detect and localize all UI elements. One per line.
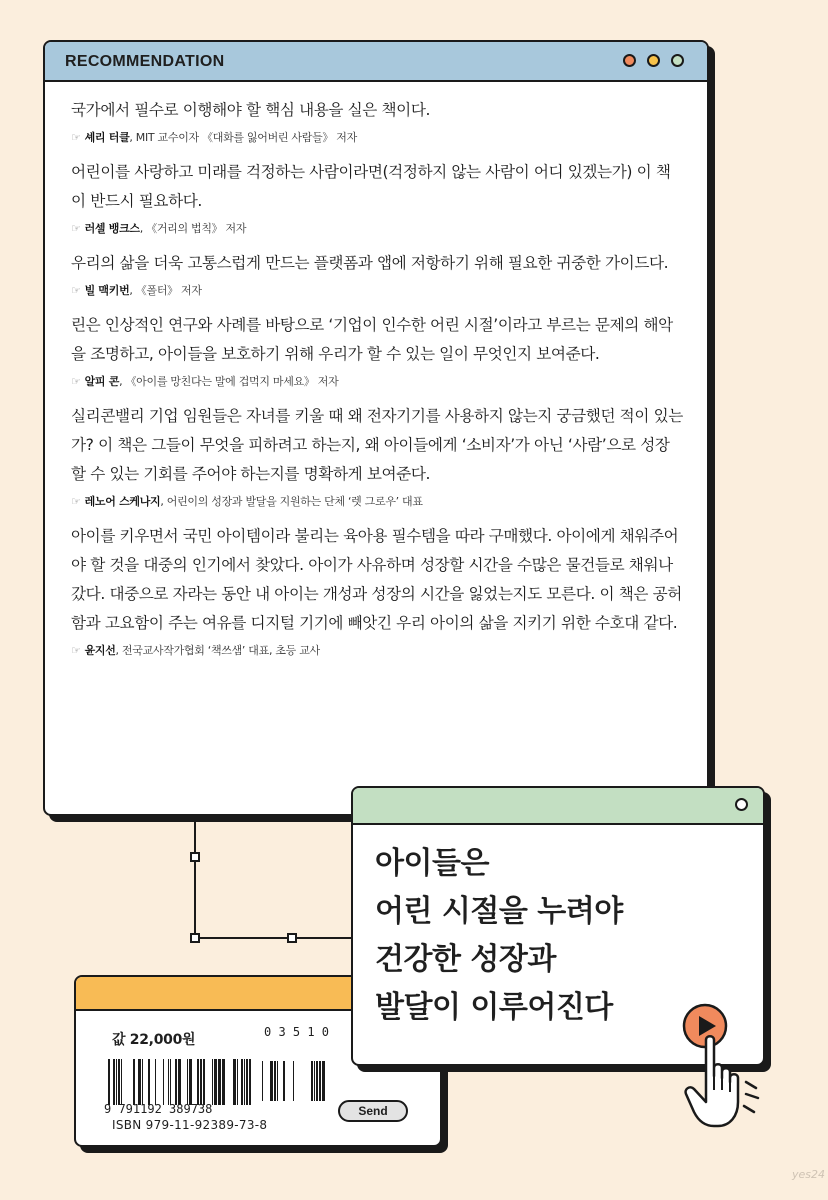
author-name: 빌 맥키번: [84, 284, 130, 297]
recommendation-quote: 국가에서 필수로 이행해야 할 핵심 내용을 실은 책이다.: [71, 101, 431, 119]
recommendation-entry: [71, 96, 683, 145]
pointing-hand-icon: ☞: [71, 495, 81, 508]
recommendation-attribution: [71, 493, 683, 509]
pointing-hand-icon: ☞: [71, 644, 81, 657]
headline-line: 아이들은: [375, 846, 489, 881]
price-label: 값 22,000원: [112, 1032, 196, 1048]
author-name: 윤지선: [84, 644, 116, 657]
connector-node: [287, 933, 297, 943]
recommendation-entry: [71, 402, 683, 509]
minimize-dot-icon[interactable]: [647, 54, 660, 67]
headline-text: [375, 840, 623, 1032]
connector-node: [190, 852, 200, 862]
connector-line: [194, 937, 354, 939]
headline-line: 건강한 성장과: [375, 942, 556, 977]
isbn-text: ISBN 979-11-92389-73-8: [112, 1118, 268, 1132]
recommendation-quote: 린은 인상적인 연구와 사례를 바탕으로 ‘기업이 인수한 어린 시절’이라고 부르는 문제의 해악을 조명하고, 아이들을 보호하기 위해 우리가 할 수 있는 일이 무엇인지 보여준다.: [71, 316, 673, 363]
recommendation-entry: [71, 249, 683, 298]
close-dot-icon[interactable]: [623, 54, 636, 67]
author-name: 러셀 뱅크스: [84, 222, 140, 235]
recommendation-list: [45, 82, 707, 658]
recommendation-titlebar: [45, 42, 707, 82]
recommendation-quote: 어린이를 사랑하고 미래를 걱정하는 사람이라면(걱정하지 않는 사람이 어디 있겠는가) 이 책이 반드시 필요하다.: [71, 163, 671, 210]
watermark: yes24: [792, 1168, 826, 1181]
pointing-hand-icon: ☞: [71, 131, 81, 144]
recommendation-attribution: [71, 282, 683, 298]
recommendation-entry: [71, 522, 683, 658]
headline-line: 발달이 이루어진다: [375, 990, 613, 1025]
author-desc: , 전국교사작가협회 ‘책쓰샘’ 대표, 초등 교사: [115, 644, 320, 657]
pointing-hand-icon: ☞: [71, 222, 81, 235]
pointing-hand-icon: ☞: [71, 375, 81, 388]
barcode-addon-digits: 0 3 5 1 0: [264, 1025, 330, 1039]
author-desc: , 어린이의 성장과 발달을 지원하는 단체 ‘렛 그로우’ 대표: [160, 495, 423, 508]
recommendation-attribution: [71, 129, 683, 145]
recommendation-window: [43, 40, 709, 816]
headline-titlebar: [353, 788, 763, 825]
pointer-hand-icon: [684, 1032, 776, 1132]
recommendation-entry: [71, 158, 683, 236]
barcode-main-digits: 9 791192 389738: [104, 1102, 213, 1116]
author-desc: , 《거리의 법칙》 저자: [139, 222, 247, 235]
recommendation-quote: 실리콘밸리 기업 임원들은 자녀를 키울 때 왜 전자기기를 사용하지 않는지 궁금했던 적이 있는가? 이 책은 그들이 무엇을 피하려고 하는지, 왜 아이들에게 ‘소비자’가 아닌 ‘사람’으로 성장할 수 있는 기회를 주어야 하는지를 명확하게 보여준다.: [71, 407, 683, 483]
author-name: 셰리 터클: [84, 131, 130, 144]
recommendation-entry: [71, 311, 683, 389]
recommendation-title: RECOMMENDATION: [65, 53, 225, 70]
close-dot-icon[interactable]: [735, 798, 748, 811]
recommendation-quote: 아이를 키우면서 국민 아이템이라 불리는 육아용 필수템을 따라 구매했다. 아이에게 채워주어야 할 것을 대중의 인기에서 찾았다. 아이가 사유하며 성장할 시간을 수많은 물건들로 채워나갔다. 대중으로 자라는 동안 내 아이는 개성과 성장의 시간을 잃었는지도 모른다. 이 책은 공허함과 고요함이 주는 여유를 디지털 기기에 빼앗긴 우리 아이의 삶을 지키기 위한 수호대 같다.: [71, 527, 682, 632]
author-desc: , 《폴터》 저자: [129, 284, 202, 297]
author-name: 알피 콘: [84, 375, 120, 388]
author-desc: , 《아이를 망친다는 말에 겁먹지 마세요》 저자: [119, 375, 339, 388]
send-button[interactable]: Send: [338, 1100, 408, 1122]
connector-line: [194, 818, 196, 939]
pointing-hand-icon: ☞: [71, 284, 81, 297]
connector-node: [190, 933, 200, 943]
recommendation-attribution: [71, 373, 683, 389]
author-name: 레노어 스케나지: [84, 495, 161, 508]
recommendation-quote: 우리의 삶을 더욱 고통스럽게 만드는 플랫폼과 앱에 저항하기 위해 필요한 귀중한 가이드다.: [71, 254, 669, 272]
recommendation-attribution: [71, 642, 683, 658]
author-desc: , MIT 교수이자 《대화를 잃어버린 사람들》 저자: [129, 131, 357, 144]
recommendation-attribution: [71, 220, 683, 236]
headline-line: 어린 시절을 누려야: [375, 894, 623, 929]
maximize-dot-icon[interactable]: [671, 54, 684, 67]
